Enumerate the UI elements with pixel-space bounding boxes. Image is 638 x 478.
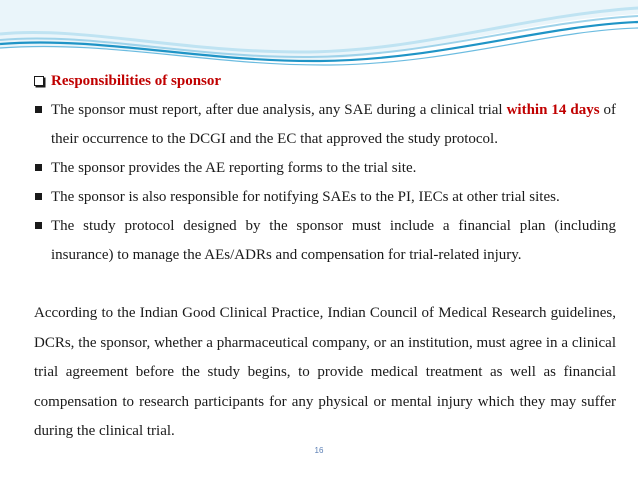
square-bullet-icon (35, 106, 42, 113)
square-bullet-icon (35, 222, 42, 229)
section-heading-text: Responsibilities of sponsor (51, 73, 222, 89)
list-item (34, 154, 616, 183)
list-item (34, 183, 616, 212)
list-item-text: The study protocol designed by the sponsor must include a financial plan (including insurance) to manage the AEs/ADRs and compensation for trial-related injury. (51, 218, 616, 263)
list-item (34, 96, 616, 154)
highlighted-text: within 14 days (506, 102, 600, 118)
list-item-text: of their occurrence to the DCGI and the EC that approved the study protocol. (51, 102, 616, 147)
list-item (34, 212, 616, 270)
section-heading (34, 70, 616, 92)
list-item-text: The sponsor is also responsible for notifying SAEs to the PI, IECs at other trial sites. (51, 189, 560, 205)
slide-content (34, 70, 616, 462)
square-bullet-icon (35, 193, 42, 200)
page-number: 16 (314, 446, 324, 455)
bullet-list (34, 96, 616, 270)
body-paragraph: According to the Indian Good Clinical Practice, Indian Council of Medical Research guidelines, DCRs, the sponsor, whether a pharmaceutical company, or an institution, must agree in a clinical trial agreement before the study begins, to provide medical treatment as well as financial compensation to research participants for any physical or mental injury which they may suffer during the clinical trial. (34, 305, 616, 439)
square-bullet-icon (35, 164, 42, 171)
list-item-text: The sponsor provides the AE reporting forms to the trial site. (51, 160, 417, 176)
list-item-text: The sponsor must report, after due analysis, any SAE during a clinical trial (51, 102, 507, 118)
checkbox-icon (34, 76, 44, 86)
